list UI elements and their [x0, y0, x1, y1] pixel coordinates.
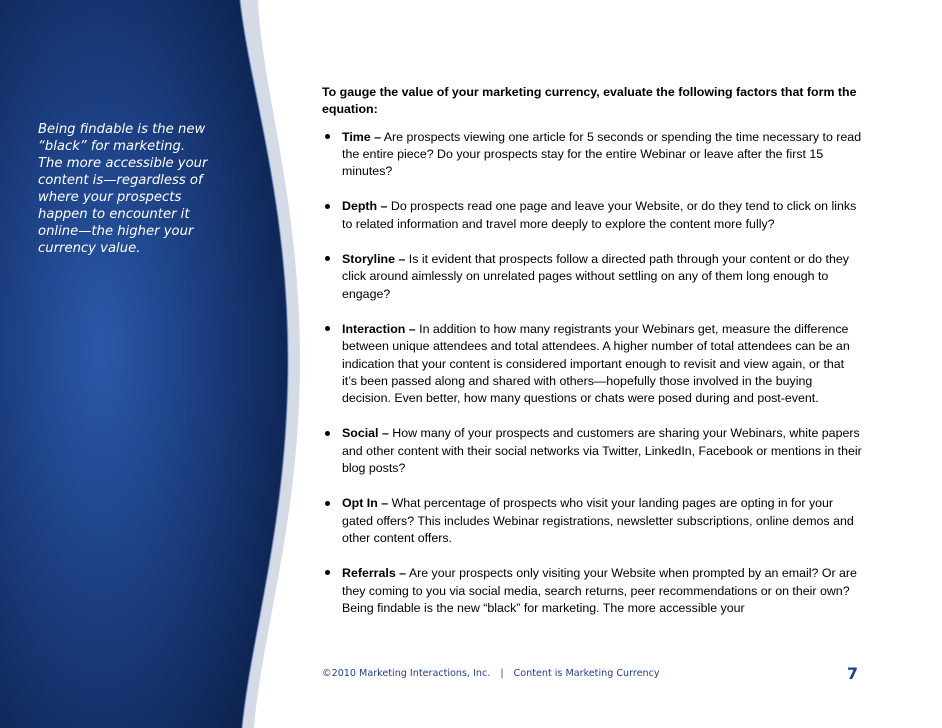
factor-item-opt-in [322, 495, 862, 547]
factor-text: Are prospects viewing one article for 5 seconds or spending the time necessary to read the entire piece? Do your prospects stay for the entire Webinar or leave after the first 15 minutes? [342, 129, 862, 179]
factor-item-time [322, 129, 862, 181]
bullet-icon [322, 198, 332, 215]
page-footer [322, 664, 858, 683]
factor-item-social [322, 425, 862, 477]
bullet-icon [322, 321, 332, 338]
factor-term: Referrals – [342, 566, 407, 581]
bullet-icon [322, 425, 332, 442]
sidebar-panel [0, 0, 288, 728]
factor-item-referrals [322, 565, 862, 617]
bullet-icon [322, 495, 332, 512]
factor-term: Social – [342, 426, 389, 441]
factor-term: Interaction – [342, 321, 416, 336]
factor-text: Is it evident that prospects follow a directed path through your content or do they click around aimlessly on unrelated pages without settling on any of them long enough to engage? [342, 252, 849, 301]
factor-term: Opt In – [342, 496, 389, 511]
factor-item-interaction [322, 321, 862, 407]
footer-copyright: ©2010 Marketing Interactions, Inc. [322, 668, 491, 679]
bullet-icon [322, 129, 332, 146]
sidebar-pull-quote: Being findable is the new “black” for marketing. The more accessible your content is—regardless of where your prospects happen to encounter it online—the higher your currency value. [38, 122, 208, 256]
main-content [322, 84, 862, 635]
factor-term: Depth – [342, 199, 388, 214]
intro-paragraph: To gauge the value of your marketing currency, evaluate the following factors that form the equation: [322, 85, 857, 117]
page-number: 7 [846, 664, 858, 683]
factor-text: Do prospects read one page and leave your Website, or do they tend to click on links to related information and travel more deeply to explore the content more fully? [342, 199, 857, 231]
factor-text: What percentage of prospects who visit your landing pages are opting in for your gated offers? This includes Webinar registrations, newsletter subscriptions, online demos and other content offers. [342, 496, 854, 545]
factor-text: In addition to how many registrants your Webinars get, measure the difference between unique attendees and total attendees. A higher number of total attendees can be an indication that your content is considered important enough to revisit and view again, or that it’s been passed along and shared with others—hopefully those involved in the buying decision. Even better, how many questions or chats were posed during and post-event. [342, 321, 850, 406]
factor-list [322, 129, 862, 618]
bullet-icon [322, 251, 332, 268]
factor-text: How many of your prospects and customers are sharing your Webinars, white papers and other content with their social networks via Twitter, LinkedIn, Facebook or mentions in their blog posts? [342, 426, 862, 476]
factor-term: Storyline – [342, 252, 406, 267]
footer-separator: | [500, 668, 504, 679]
factor-item-storyline [322, 251, 862, 303]
footer-document-title: Content is Marketing Currency [513, 668, 660, 679]
factor-item-depth [322, 198, 862, 233]
factor-text: Are your prospects only visiting your Website when prompted by an email? Or are they coming to you via social media, search returns, peer recommendations or on their own? Being findable is the new “black” for marketing. The more accessible your [342, 566, 857, 615]
factor-term: Time – [342, 129, 382, 144]
bullet-icon [322, 565, 332, 582]
